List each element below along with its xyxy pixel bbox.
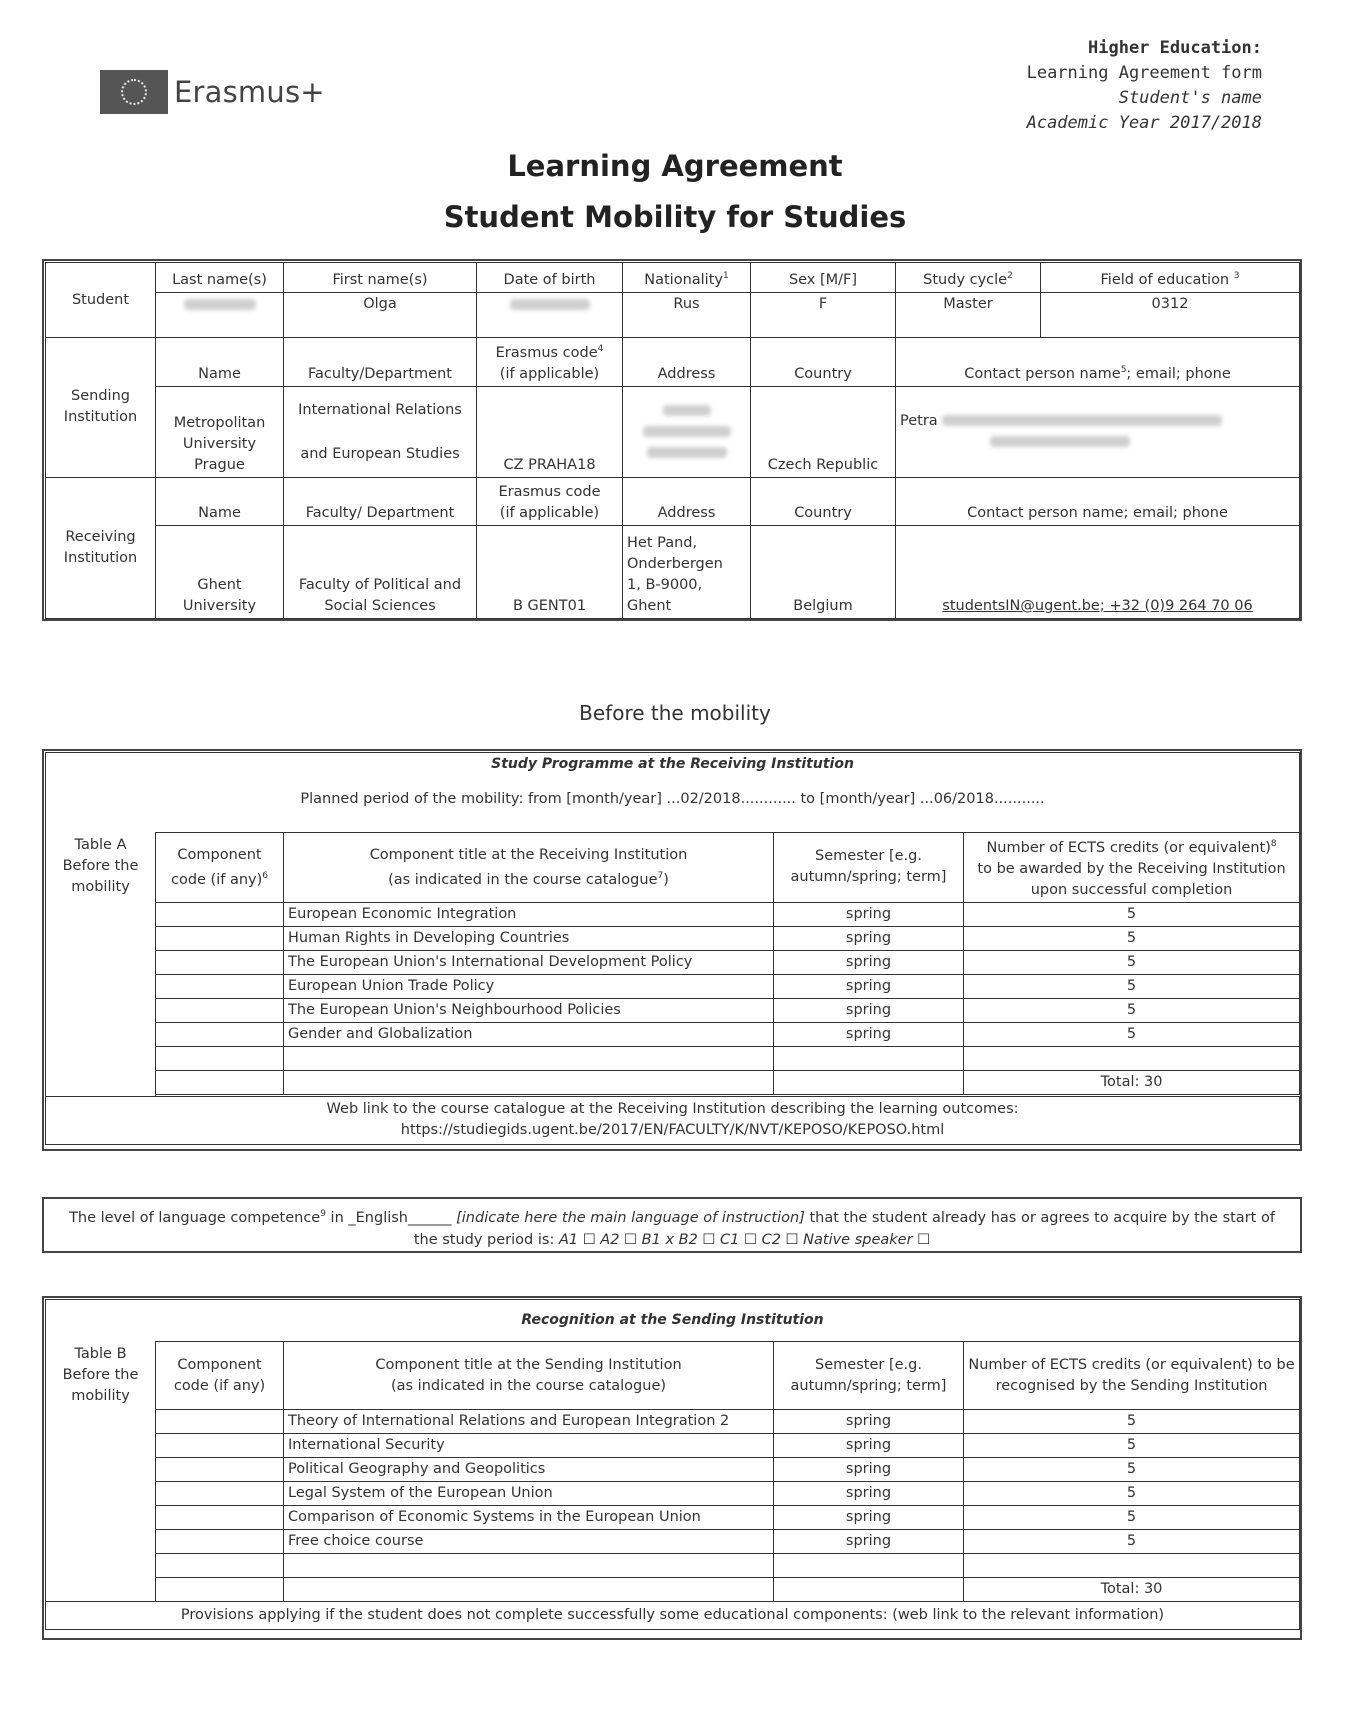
receiving-hdr-faculty: Faculty/ Department xyxy=(284,477,477,525)
course-semester: spring xyxy=(774,1506,964,1530)
table-b xyxy=(45,1299,1300,1630)
table-row xyxy=(46,974,1300,998)
student-label: Student xyxy=(46,263,156,338)
sending-hdr-country: Country xyxy=(751,338,896,387)
course-title: Human Rights in Developing Countries xyxy=(284,926,774,950)
page-subtitle: Student Mobility for Studies xyxy=(443,200,907,234)
table-row xyxy=(46,1434,1300,1458)
table-a-planned-period: Planned period of the mobility: from [month/year] ...02/2018............ to [month/year] ...06/2018........... xyxy=(300,791,1045,807)
table-a-hdr-semester: Semester [e.g. autumn/spring; term] xyxy=(774,833,964,903)
course-credits: 5 xyxy=(964,998,1300,1022)
course-title: Theory of International Relations and European Integration 2 xyxy=(284,1410,774,1434)
table-row xyxy=(46,1410,1300,1434)
sending-hdr-contact: Contact person name$^5$; email; phone xyxy=(896,338,1300,387)
sending-country-value: Czech Republic xyxy=(751,386,896,477)
hdr-nationality: Nationality$^1$ xyxy=(623,263,751,293)
receiving-hdr-code: Erasmus code (if applicable) xyxy=(477,477,623,525)
receiving-contact-value xyxy=(896,525,1300,618)
course-credits: 5 xyxy=(964,1482,1300,1506)
header-line4: Academic Year 2017/2018 xyxy=(1026,113,1262,133)
table-b-total: Total: 30 xyxy=(964,1578,1300,1602)
table-b-side-label: Table B Before the mobility xyxy=(46,1342,156,1602)
course-semester: spring xyxy=(774,1458,964,1482)
sending-contact-value: Petra xyxy=(896,386,1300,477)
course-title: International Security xyxy=(284,1434,774,1458)
header-line1: Higher Education: xyxy=(1088,38,1262,58)
course-credits: 5 xyxy=(964,950,1300,974)
table-row xyxy=(46,1482,1300,1506)
field-value: 0312 xyxy=(1041,293,1300,338)
course-title: Free choice course xyxy=(284,1530,774,1554)
table-b-hdr-credits: Number of ECTS credits (or equivalent) to be recognised by the Sending Institution xyxy=(964,1342,1300,1410)
sex-value: F xyxy=(751,293,896,338)
hdr-first-name: First name(s) xyxy=(284,263,477,293)
hdr-study-cycle: Study cycle$^2$ xyxy=(896,263,1041,293)
course-title: Legal System of the European Union xyxy=(284,1482,774,1506)
course-credits: 5 xyxy=(964,1530,1300,1554)
erasmus-logo xyxy=(100,70,325,114)
table-row xyxy=(46,1022,1300,1046)
receiving-name-value: Ghent University xyxy=(156,525,284,618)
course-title: Political Geography and Geopolitics xyxy=(284,1458,774,1482)
course-semester: spring xyxy=(774,1434,964,1458)
table-row xyxy=(46,926,1300,950)
course-title: The European Union's International Development Policy xyxy=(284,950,774,974)
table-b-caption-cell xyxy=(46,1300,1300,1342)
table-a-hdr-credits: Number of ECTS credits (or equivalent)$^8$ to be awarded by the Receiving Institution upon successful completion xyxy=(964,833,1300,903)
receiving-contact-email: studentsIN@ugent.be; +32 (0)9 264 70 06 xyxy=(942,597,1253,614)
table-row xyxy=(46,998,1300,1022)
table-b-hdr-title: Component title at the Sending Institution (as indicated in the course catalogue) xyxy=(284,1342,774,1410)
sending-hdr-name: Name xyxy=(156,338,284,387)
table-a-side-label: Table A Before the mobility xyxy=(46,833,156,1097)
receiving-address-value: Het Pand, Onderbergen 1, B-9000, Ghent xyxy=(623,525,751,618)
table-row xyxy=(46,1506,1300,1530)
course-title: Comparison of Economic Systems in the European Union xyxy=(284,1506,774,1530)
table-a-weblink: Web link to the course catalogue at the Receiving Institution describing the learning outcomes: https://studiegids.ugent.be/2017/EN/FACULTY/K/NVT/KEPOSO/KEPOSO.html xyxy=(46,1096,1300,1144)
table-row xyxy=(46,1046,1300,1070)
receiving-hdr-name: Name xyxy=(156,477,284,525)
receiving-hdr-contact: Contact person name; email; phone xyxy=(896,477,1300,525)
table-row xyxy=(46,1530,1300,1554)
sending-hdr-code: Erasmus code$^4$ (if applicable) xyxy=(477,338,623,387)
table-a-caption-cell xyxy=(46,753,1300,833)
course-semester: spring xyxy=(774,1410,964,1434)
sending-code-value: CZ PRAHA18 xyxy=(477,386,623,477)
first-name-value: Olga xyxy=(284,293,477,338)
dob-value xyxy=(477,293,623,338)
receiving-hdr-country: Country xyxy=(751,477,896,525)
course-semester: spring xyxy=(774,998,964,1022)
last-name-value xyxy=(156,293,284,338)
header-line3: Student's name xyxy=(1118,88,1262,108)
hdr-sex: Sex [M/F] xyxy=(751,263,896,293)
sending-address-value xyxy=(623,386,751,477)
hdr-dob: Date of birth xyxy=(477,263,623,293)
page-title: Learning Agreement xyxy=(507,149,843,183)
receiving-label: Receiving Institution xyxy=(46,477,156,618)
table-row xyxy=(46,1554,1300,1578)
course-credits: 5 xyxy=(964,1506,1300,1530)
course-semester: spring xyxy=(774,926,964,950)
sending-faculty-value: International Relations and European Studies xyxy=(284,386,477,477)
course-semester: spring xyxy=(774,950,964,974)
course-credits: 5 xyxy=(964,1434,1300,1458)
sending-hdr-faculty: Faculty/Department xyxy=(284,338,477,387)
table-b-provisions: Provisions applying if the student does not complete successfully some educational components: (web link to the relevant information) xyxy=(46,1602,1300,1630)
course-title: The European Union's Neighbourhood Policies xyxy=(284,998,774,1022)
student-institutions-table xyxy=(45,262,1300,619)
nationality-value: Rus xyxy=(623,293,751,338)
table-row xyxy=(46,902,1300,926)
form-header xyxy=(1027,36,1262,136)
course-credits: 5 xyxy=(964,1458,1300,1482)
course-semester: spring xyxy=(774,1482,964,1506)
language-levels: A1 ☐ A2 ☐ B1 x B2 ☐ C1 ☐ C2 ☐ Native speaker ☐ xyxy=(558,1231,931,1248)
course-semester: spring xyxy=(774,902,964,926)
receiving-hdr-address: Address xyxy=(623,477,751,525)
table-a-hdr-title: Component title at the Receiving Institution (as indicated in the course catalogue$^7$) xyxy=(284,833,774,903)
table-a-caption: Study Programme at the Receiving Institution xyxy=(491,756,854,772)
table-b-hdr-code: Component code (if any) xyxy=(156,1342,284,1410)
course-title: Gender and Globalization xyxy=(284,1022,774,1046)
table-b-hdr-semester: Semester [e.g. autumn/spring; term] xyxy=(774,1342,964,1410)
course-credits: 5 xyxy=(964,1022,1300,1046)
course-credits: 5 xyxy=(964,1410,1300,1434)
course-semester: spring xyxy=(774,974,964,998)
before-mobility-heading: Before the mobility xyxy=(579,701,771,725)
logo-text: Erasmus+ xyxy=(174,75,325,109)
table-a xyxy=(45,752,1300,1145)
hdr-field: Field of education $^3$ xyxy=(1041,263,1300,293)
hdr-last-name: Last name(s) xyxy=(156,263,284,293)
table-row xyxy=(46,950,1300,974)
course-title: European Union Trade Policy xyxy=(284,974,774,998)
table-b-caption: Recognition at the Sending Institution xyxy=(521,1312,824,1328)
table-a-total: Total: 30 xyxy=(964,1070,1300,1094)
sending-name-value: Metropolitan University Prague xyxy=(156,386,284,477)
course-semester: spring xyxy=(774,1022,964,1046)
receiving-code-value: B GENT01 xyxy=(477,525,623,618)
course-credits: 5 xyxy=(964,974,1300,998)
header-line2: Learning Agreement form xyxy=(1026,63,1262,83)
language-competence: The level of language competence$^9$ in _English______ [indicate here the main language of instruction] that the student already has or agrees to acquire by the start of the study period is: A1 ☐ A2 ☐ B1 x B2 ☐ C1 ☐ C2 ☐ Native speaker ☐ xyxy=(69,1209,1275,1248)
course-semester: spring xyxy=(774,1530,964,1554)
course-credits: 5 xyxy=(964,926,1300,950)
course-credits: 5 xyxy=(964,902,1300,926)
table-a-hdr-code: Component code (if any)$^6$ xyxy=(156,833,284,903)
receiving-country-value: Belgium xyxy=(751,525,896,618)
sending-hdr-address: Address xyxy=(623,338,751,387)
table-row xyxy=(46,1458,1300,1482)
study-cycle-value: Master xyxy=(896,293,1041,338)
receiving-faculty-value: Faculty of Political and Social Sciences xyxy=(284,525,477,618)
eu-flag-icon xyxy=(100,70,168,114)
sending-label: Sending Institution xyxy=(46,338,156,478)
course-title: European Economic Integration xyxy=(284,902,774,926)
